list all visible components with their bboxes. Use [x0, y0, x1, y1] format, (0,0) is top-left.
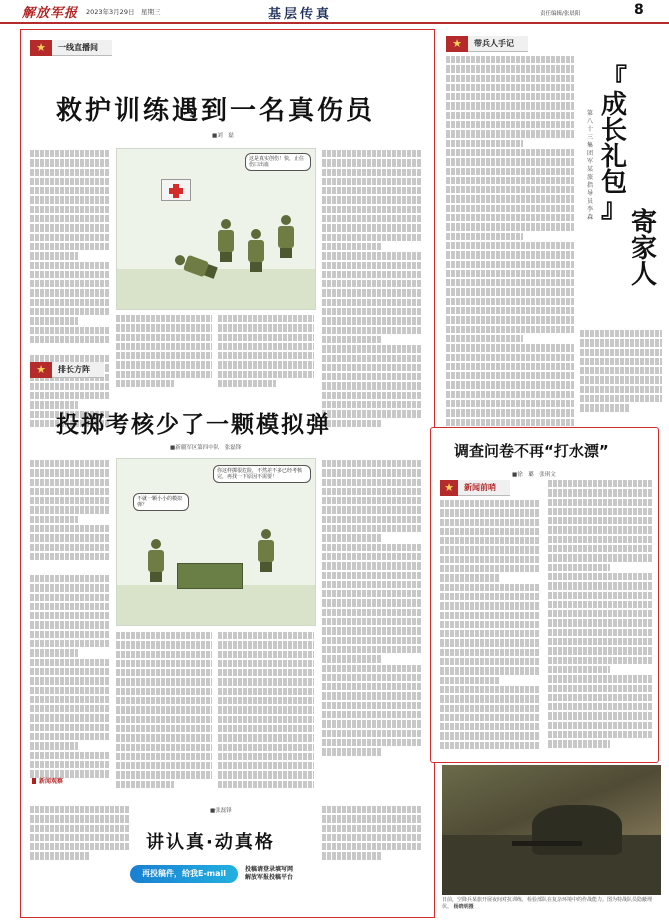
section-label: 排长方阵: [52, 362, 104, 378]
star-icon: ★: [30, 40, 52, 56]
section-label: 新闻前哨: [458, 480, 510, 496]
section-header-commander-notes: [446, 36, 528, 52]
article-body-col1: [30, 460, 110, 572]
section-header-platoon: [30, 362, 104, 378]
survey-body-col1: [440, 500, 540, 755]
section-header-live: [30, 40, 112, 56]
training-photo: [442, 765, 661, 895]
article-body-col3: [218, 632, 314, 802]
section-label: 带兵人手记: [468, 36, 528, 52]
soldier-figure: [147, 539, 165, 583]
article-headline-grenade: 投掷考核少了一颗模拟弹: [56, 412, 331, 438]
editor-credit: 责任编辑/张晨阳: [540, 11, 581, 17]
grenade-illustration: [116, 458, 316, 626]
article-body-col4: [322, 150, 422, 435]
masthead: [0, 0, 669, 24]
rifle-silhouette: [512, 841, 582, 846]
survey-headline: 调查问卷不再“打水漂”: [454, 442, 609, 460]
issue-date: 2023年3月29日 星期三: [86, 8, 161, 16]
section-title: 基层传真: [268, 7, 333, 22]
email-submission-banner: [130, 865, 330, 883]
first-aid-box-icon: [161, 179, 191, 201]
soldier-figure: [257, 529, 275, 573]
article-body-col1: [30, 150, 110, 350]
camouflaged-soldier-silhouette: [532, 805, 622, 855]
article-headline-rescue: 救护训练遇到一名真伤员: [56, 96, 376, 126]
survey-byline: ■徐 璐 张琪文: [512, 472, 556, 478]
article-body-col4: [322, 806, 422, 864]
star-icon: ★: [446, 36, 468, 52]
article-byline: ■刘 磊: [212, 133, 234, 139]
article-headline-serious: 讲认真·动真格: [146, 832, 275, 853]
soldier-figure: [217, 219, 235, 263]
email-instruction-2: 解放军报投稿平台: [245, 874, 294, 881]
article-body-col2: [116, 632, 212, 802]
vertical-title-cont: 寄 家 人: [630, 208, 657, 290]
vertical-title: 『 成 长 礼 包 』: [600, 64, 627, 224]
survey-body-col2: [548, 480, 652, 755]
rescue-illustration: [116, 148, 316, 310]
article-body-col4: [322, 460, 422, 770]
article-body-col1: [30, 806, 130, 864]
speech-bubble: 不就一颗小小的模拟弹？: [133, 493, 189, 511]
article-byline: ■张磊锋: [210, 808, 232, 814]
speech-bubble: 你这样掷很危险，不然差不多已经考核完，再找一下原因不需要！: [213, 465, 311, 483]
article-byline: ■新疆军区第四中队 张磊锋: [170, 445, 242, 451]
ammo-crate-icon: [177, 563, 243, 589]
star-icon: ★: [440, 480, 458, 496]
star-icon: ★: [30, 362, 52, 378]
commander-notes-body: [446, 56, 574, 426]
speech-bubble: 这是真实创伤！快，止住伤口出血: [245, 153, 311, 171]
news-observation-subhead: 新闻观察: [32, 776, 63, 785]
email-instruction-1: 投稿请登录填写网: [245, 866, 294, 873]
page-number: 8: [634, 2, 644, 18]
soldier-figure: [247, 229, 265, 273]
vertical-byline: 第八十三集团军某旅指导员 李 森: [586, 110, 600, 221]
email-pill[interactable]: 再投稿件，给我E-mail: [130, 865, 238, 883]
section-label: 一线直播间: [52, 40, 112, 56]
newspaper-logo: 解放军报: [22, 6, 79, 21]
article-body-col1b: [30, 575, 110, 805]
photo-caption: 日前，空降兵某旅开展夜间对抗训练，检验部队在复杂环境中的作战能力。图为特战队员隐蔽埋伏。 杨晓明摄: [442, 897, 653, 910]
soldier-figure: [277, 215, 295, 259]
photo-credit: 杨晓明摄: [453, 904, 474, 910]
section-header-news-front: [440, 480, 510, 496]
commander-notes-body-2: [580, 330, 662, 420]
